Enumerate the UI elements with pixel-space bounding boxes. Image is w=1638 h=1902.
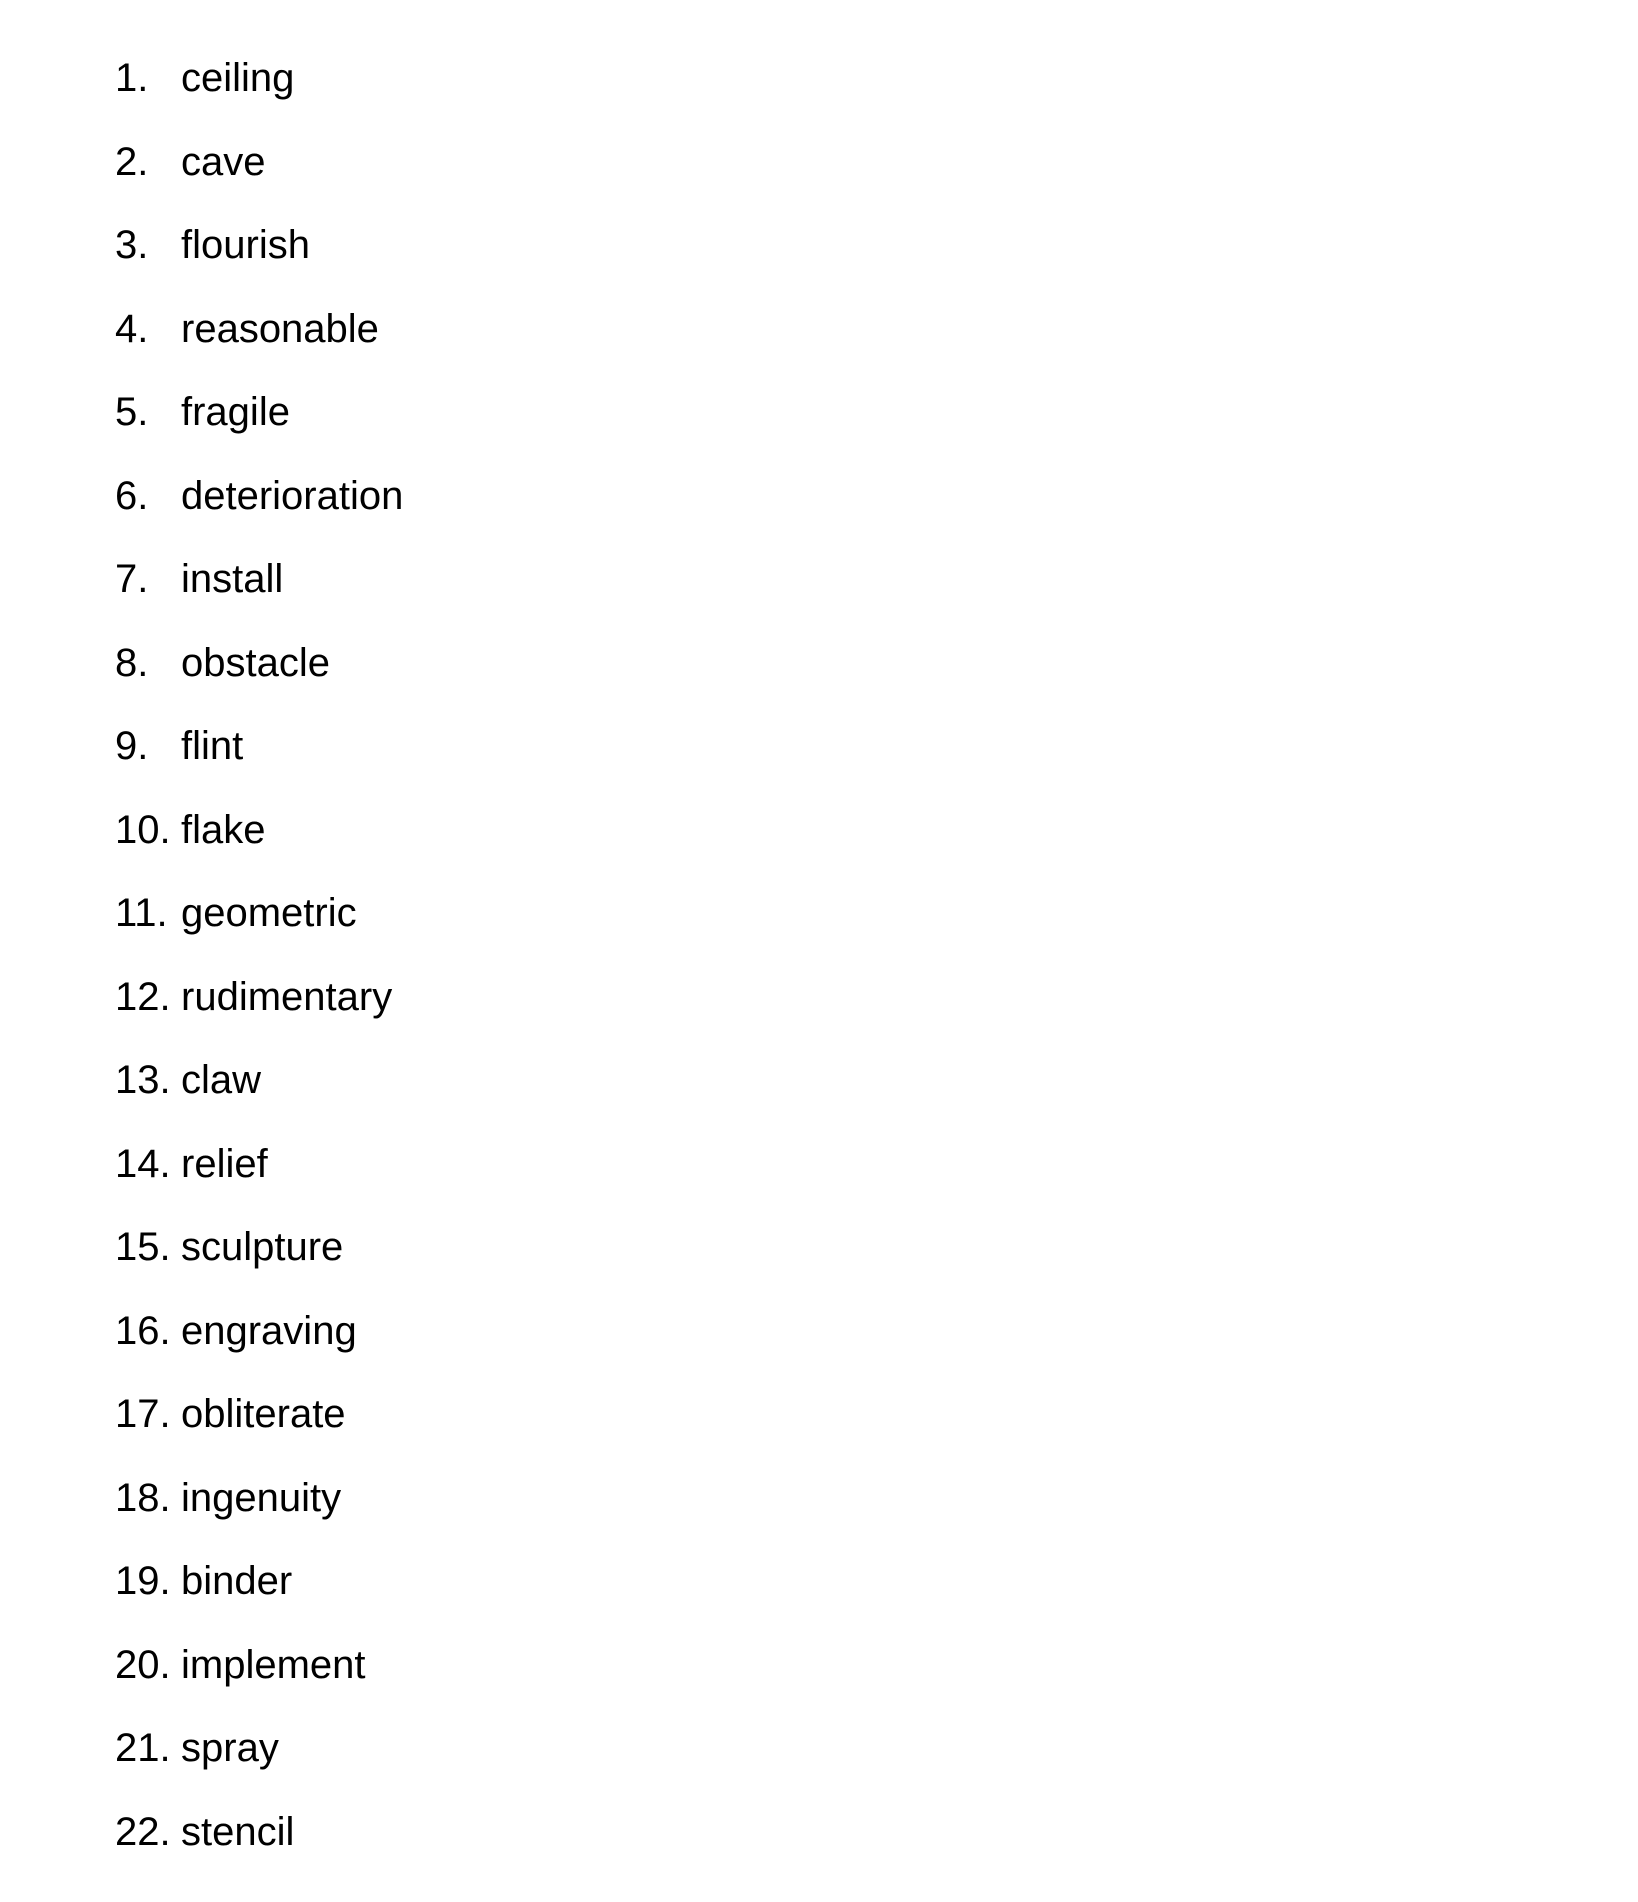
item-number: 19. <box>115 1559 171 1603</box>
item-word: obstacle <box>181 641 330 685</box>
item-word: fragile <box>181 390 290 434</box>
item-number: 1. <box>115 56 149 100</box>
list-item <box>115 802 266 858</box>
item-number: 6. <box>115 474 149 518</box>
item-word: flint <box>181 724 244 768</box>
list-item <box>115 1720 279 1776</box>
list-item <box>115 551 283 607</box>
list-item <box>115 885 357 941</box>
item-number: 3. <box>115 223 149 267</box>
item-word: install <box>181 557 284 601</box>
list-item <box>115 301 379 357</box>
item-number: 7. <box>115 557 149 601</box>
item-number: 22. <box>115 1810 171 1854</box>
item-word: implement <box>181 1643 366 1687</box>
item-number: 16. <box>115 1309 171 1353</box>
list-item <box>115 1052 261 1108</box>
item-number: 11. <box>115 891 168 935</box>
list-item <box>115 1637 366 1693</box>
item-word: geometric <box>181 891 357 935</box>
list-item <box>115 1303 357 1359</box>
item-word: engraving <box>181 1309 357 1353</box>
item-word: ceiling <box>181 56 295 100</box>
item-word: cave <box>181 140 266 184</box>
list-item <box>115 468 403 524</box>
item-word: flourish <box>181 223 310 267</box>
list-item <box>115 718 243 774</box>
item-word: stencil <box>181 1810 295 1854</box>
list-item <box>115 50 294 106</box>
item-number: 9. <box>115 724 149 768</box>
item-word: deterioration <box>181 474 404 518</box>
item-number: 2. <box>115 140 149 184</box>
list-item <box>115 134 266 190</box>
item-number: 21. <box>115 1726 171 1770</box>
item-word: flake <box>181 808 266 852</box>
item-number: 5. <box>115 390 149 434</box>
item-number: 14. <box>115 1142 171 1186</box>
list-item <box>115 1219 343 1275</box>
item-word: obliterate <box>181 1392 346 1436</box>
item-word: relief <box>181 1142 268 1186</box>
list-item <box>115 1136 268 1192</box>
item-word: claw <box>181 1058 262 1102</box>
list-item <box>115 1386 346 1442</box>
list-item <box>115 384 290 440</box>
item-number: 15. <box>115 1225 171 1269</box>
item-number: 8. <box>115 641 149 685</box>
item-number: 12. <box>115 975 171 1019</box>
item-word: ingenuity <box>181 1476 342 1520</box>
list-item <box>115 635 330 691</box>
list-item <box>115 969 392 1025</box>
item-number: 13. <box>115 1058 171 1102</box>
item-number: 18. <box>115 1476 171 1520</box>
item-word: reasonable <box>181 307 379 351</box>
item-number: 20. <box>115 1643 171 1687</box>
item-number: 17. <box>115 1392 171 1436</box>
list-item <box>115 1804 294 1860</box>
item-word: rudimentary <box>181 975 393 1019</box>
item-word: sculpture <box>181 1225 344 1269</box>
item-word: spray <box>181 1726 279 1770</box>
list-item <box>115 1470 341 1526</box>
list-item <box>115 1553 292 1609</box>
item-number: 10. <box>115 808 171 852</box>
item-word: binder <box>181 1559 293 1603</box>
item-number: 4. <box>115 307 149 351</box>
list-item <box>115 217 310 273</box>
